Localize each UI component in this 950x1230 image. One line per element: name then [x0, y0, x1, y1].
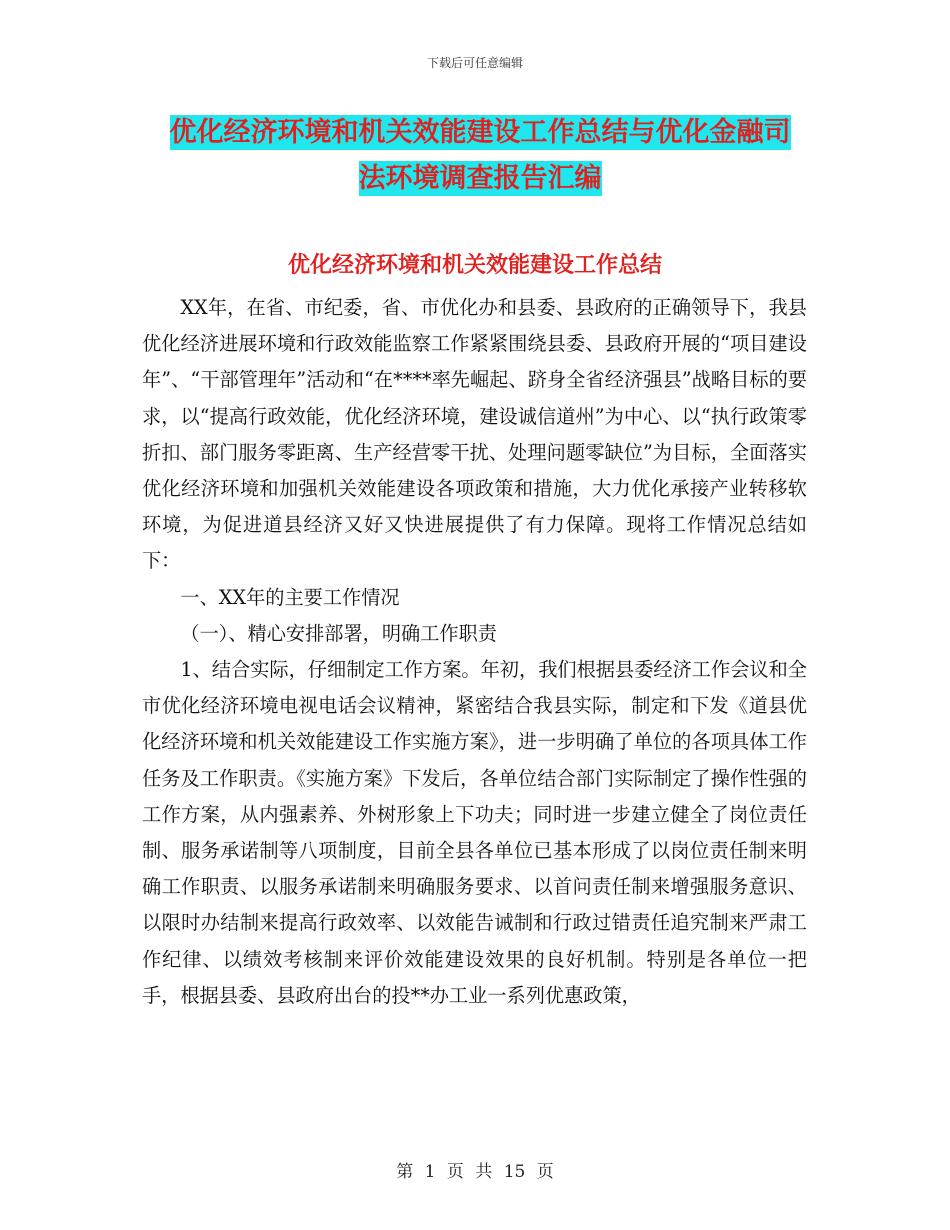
header-note: 下载后可任意编辑 — [426, 56, 523, 70]
title-line-1: 优化经济环境和机关效能建设工作总结与优化金融司 — [169, 117, 791, 148]
heading-level-1: 一、XX年的主要工作情况 — [180, 585, 400, 609]
document-title — [140, 110, 820, 202]
body-text — [142, 290, 807, 1014]
section-title: 优化经济环境和机关效能建设工作总结 — [287, 253, 662, 278]
title-line-2: 法环境调查报告汇编 — [358, 163, 602, 194]
page-footer: 第 1 页 共 15 页 — [396, 1162, 554, 1182]
paragraph-intro: XX年，在省、市纪委，省、市优化办和县委、县政府的正确领导下，我县优化经济进展环境和行政效能监察工作紧紧围绕县委、县政府开展的“项目建设年”、“干部管理年”活动和“在****率先崛起、跻身全省经济强县”战略目标的要求，以“提高行政效能，优化经济环境，建设诚信道州”为中心、以“执行政策零折扣、部门服务零距离、生产经营零干扰、处理问题零缺位”为目标，全面落实优化经济环境和加强机关效能建设各项政策和措施，大力优化承接产业转移软环境，为促进道县经济又好又快进展提供了有力保障。现将工作情况总结如下： — [142, 296, 807, 573]
paragraph-item-1: 1、结合实际，仔细制定工作方案。年初，我们根据县委经济工作会议和全市优化经济环境电视电话会议精神，紧密结合我县实际，制定和下发《道县优化经济环境和机关效能建设工作实施方案》，进一步明确了单位的各项具体工作任务及工作职责。《实施方案》下发后，各单位结合部门实际制定了操作性强的工作方案，从内强素养、外树形象上下功夫；同时进一步建立健全了岗位责任制、服务承诺制等八项制度，目前全县各单位已基本形成了以岗位责任制来明确工作职责、以服务承诺制来明确服务要求、以首问责任制来增强服务意识、以限时办结制来提高行政效率、以效能告诫制和行政过错责任追究制来严肃工作纪律、以绩效考核制来评价效能建设效果的良好机制。特别是各单位一把手，根据县委、县政府出台的投**办工业一系列优惠政策， — [142, 658, 807, 1007]
heading-level-2: （一）、精心安排部署，明确工作职责 — [180, 621, 497, 645]
